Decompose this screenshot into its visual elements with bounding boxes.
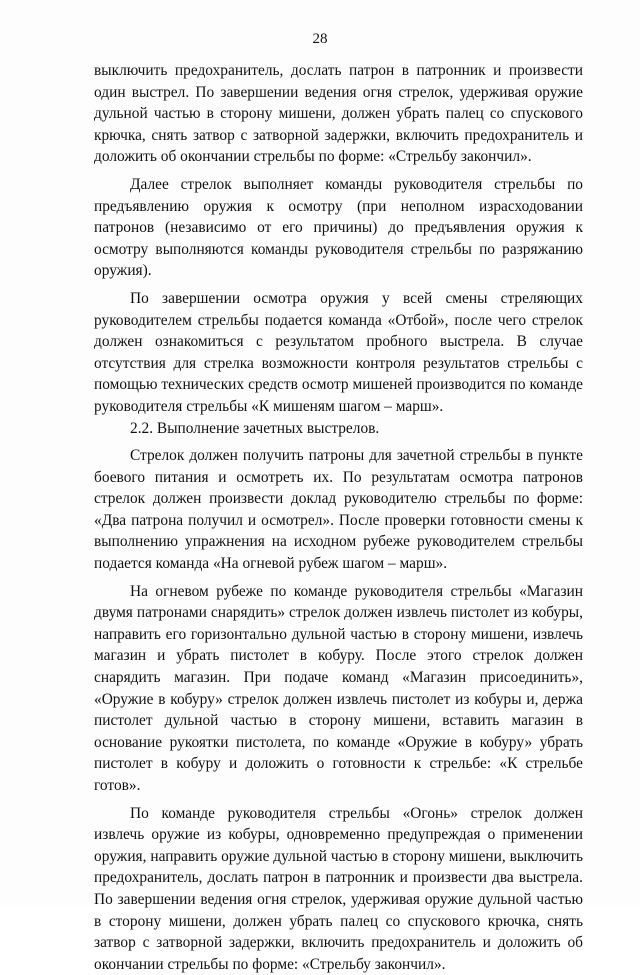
section-heading: 2.2. Выполнение зачетных выстрелов. [130,419,380,437]
paragraph-fire-command: По команде руководителя стрельбы «Огонь» стрелок должен извлечь оружие из кобуры, одновременно предупреждая о применении оружия, направить оружие дульной частью в сторону мишени, выключить предохранитель, дослать патрон в патронник и произвести два выстрела. По завершении ведения огня стрелок, удерживая оружие дульной частью в сторону мишени, должен убрать палец со спускового крючка, снять затвор с затворной задержки, включить предохранитель и доложить об окончании стрельбы по форме: «Стрельбу закончил». [94,804,583,973]
paragraph-continuation: выключить предохранитель, дослать патрон в патронник и произвести один выстрел. По завершении ведения огня стрелок, удерживая оружие дульной частью в сторону мишени, должен убрать палец со спускового крючка, снять затвор с затворной задержки, включить предохранитель и доложить об окончании стрельбы по форме: «Стрельбу закончил». [94,62,583,166]
paragraph-inspection-complete: По завершении осмотра оружия у всей смены стреляющих руководителем стрельбы подается команда «Отбой», после чего стрелок должен ознакомиться с результатом пробного выстрела. В случае отсутствия для стрелка возможности контроля результатов стрельбы с помощью технических средств осмотр мишеней производится по команде руководителя стрельбы «К мишеням шагом – марш». [94,289,583,415]
paragraph-weapon-inspection: Далее стрелок выполняет команды руководителя стрельбы по предъявлению оружия к осмотру (при неполном израсходовании патронов (независимо от его причины) до предъявления оружия к осмотру выполняются команды руководителя стрельбы по разряжанию оружия). [94,175,583,280]
paragraph-receive-cartridges: Стрелок должен получить патроны для зачетной стрельбы в пункте боевого питания и осмотреть их. По результатам осмотра патронов стрелок должен произвести доклад руководителю стрельбы по форме: «Два патрона получил и осмотрел». После проверки готовности смены к выполнению упражнения на исходном рубеже руководителем стрельбы подается команда «На огневой рубеж шагом – марш». [94,447,583,573]
document-body [94,60,583,975]
paragraph-firing-line: На огневом рубеже по команде руководителя стрельбы «Магазин двумя патронами снарядить» стрелок должен извлечь пистолет из кобуры, направить его горизонтально дульной частью в сторону мишени, извлечь магазин и убрать пистолет в кобуру. После этого стрелок должен снарядить магазин. При подаче команд «Магазин присоединить», «Оружие в кобуру» стрелок должен извлечь пистолет из кобуры и, держа пистолет дульной частью в сторону мишени, вставить магазин в основание рукоятки пистолета, по команде «Оружие в кобуру» убрать пистолет в кобуру и доложить о готовности к стрельбе: «К стрельбе готов». [94,582,583,794]
page-number: 28 [312,31,328,47]
